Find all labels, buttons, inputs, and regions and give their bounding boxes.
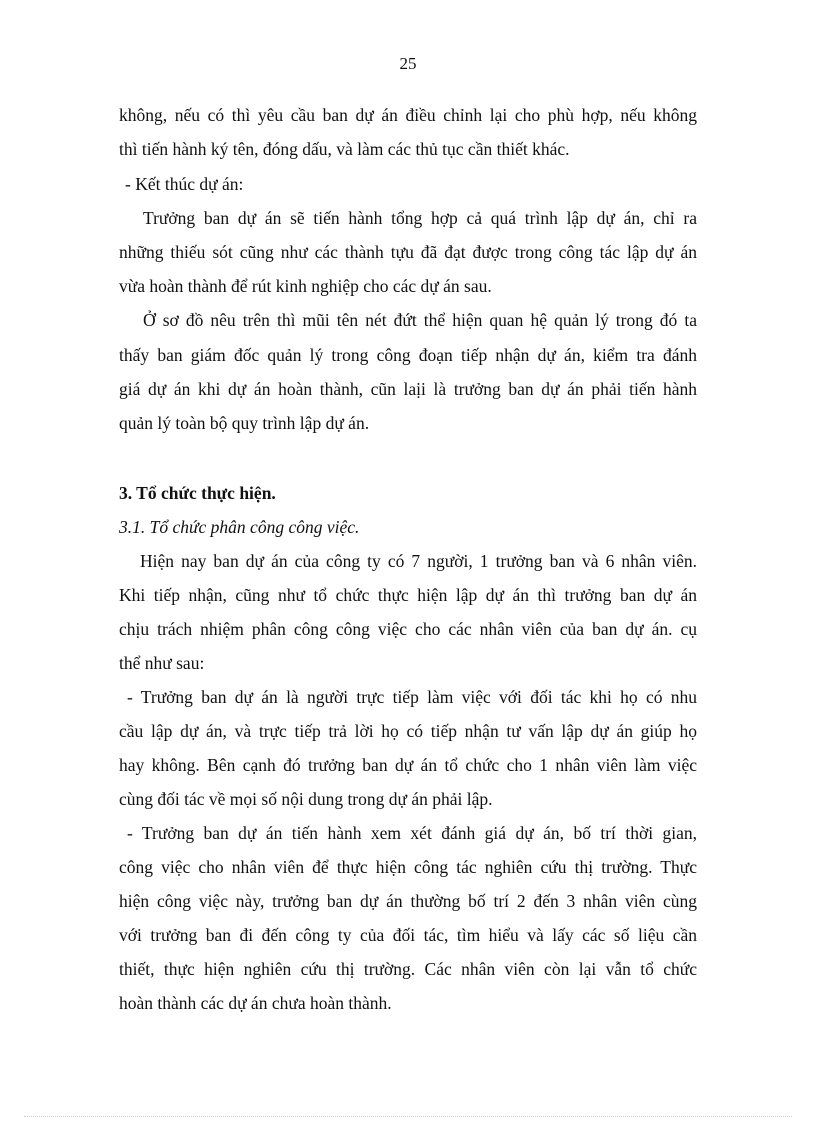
text-line: hiện công việc này, trưởng ban dự án thường bố trí 2 đến 3 nhân viên cùng: [119, 891, 697, 911]
subsection-heading: 3.1. Tổ chức phân công công việc.: [119, 517, 360, 537]
page-bottom-rule: [24, 1116, 792, 1117]
text-line: giá dự án khi dự án hoàn thành, cũn laịi là trưởng ban dự án phải tiến hành: [119, 379, 697, 399]
text-line: hoàn thành các dự án chưa hoàn thành.: [119, 993, 392, 1013]
text-line: thiết, thực hiện nghiên cứu thị trường. Các nhân viên còn lại vẫn tổ chức: [119, 959, 697, 979]
text-line: cầu lập dự án, và trực tiếp trả lời họ có tiếp nhận tư vấn lập dự án giúp họ: [119, 721, 697, 741]
text-line: - Trưởng ban dự án tiến hành xem xét đánh giá dự án, bố trí thời gian,: [127, 823, 697, 843]
text-line: Trưởng ban dự án sẽ tiến hành tổng hợp cả quá trình lập dự án, chỉ ra: [143, 208, 697, 228]
text-line: quản lý toàn bộ quy trình lập dự án.: [119, 413, 370, 433]
text-line: Ở sơ đồ nêu trên thì mũi tên nét đứt thể hiện quan hệ quản lý trong đó ta: [143, 310, 697, 330]
text-line: thể như sau:: [119, 653, 205, 673]
text-line: - Trưởng ban dự án là người trực tiếp làm việc với đối tác khi họ có nhu: [127, 687, 697, 707]
text-line: hay không. Bên cạnh đó trưởng ban dự án tổ chức cho 1 nhân viên làm việc: [119, 755, 697, 775]
text-line: - Kết thúc dự án:: [125, 174, 244, 194]
page-number: 25: [399, 54, 417, 73]
text-line: không, nếu có thì yêu cầu ban dự án điều chỉnh lại cho phù hợp, nếu không: [119, 105, 697, 125]
text-line: cùng đối tác về mọi số nội dung trong dự án phải lập.: [119, 789, 493, 809]
text-line: thấy ban giám đốc quản lý trong công đoạn tiếp nhận dự án, kiểm tra đánh: [119, 345, 697, 365]
text-line: chịu trách nhiệm phân công công việc cho các nhân viên của ban dự án. cụ: [119, 619, 697, 639]
text-line: với trưởng ban đi đến công ty của đối tác, tìm hiểu và lấy các số liệu cần: [119, 925, 697, 945]
text-line: Khi tiếp nhận, cũng như tổ chức thực hiện lập dự án thì trưởng ban dự án: [119, 585, 697, 605]
section-heading: 3. Tổ chức thực hiện.: [119, 483, 276, 503]
text-line: công việc cho nhân viên để thực hiện công tác nghiên cứu thị trường. Thực: [119, 857, 697, 877]
text-line: những thiếu sót cũng như các thành tựu đã đạt được trong công tác lập dự án: [119, 242, 697, 262]
text-line: vừa hoàn thành để rút kinh nghiệp cho các dự án sau.: [119, 276, 492, 296]
text-line: thì tiến hành ký tên, đóng dấu, và làm các thủ tục cần thiết khác.: [119, 139, 570, 159]
text-line: Hiện nay ban dự án của công ty có 7 người, 1 trưởng ban và 6 nhân viên.: [140, 551, 697, 571]
